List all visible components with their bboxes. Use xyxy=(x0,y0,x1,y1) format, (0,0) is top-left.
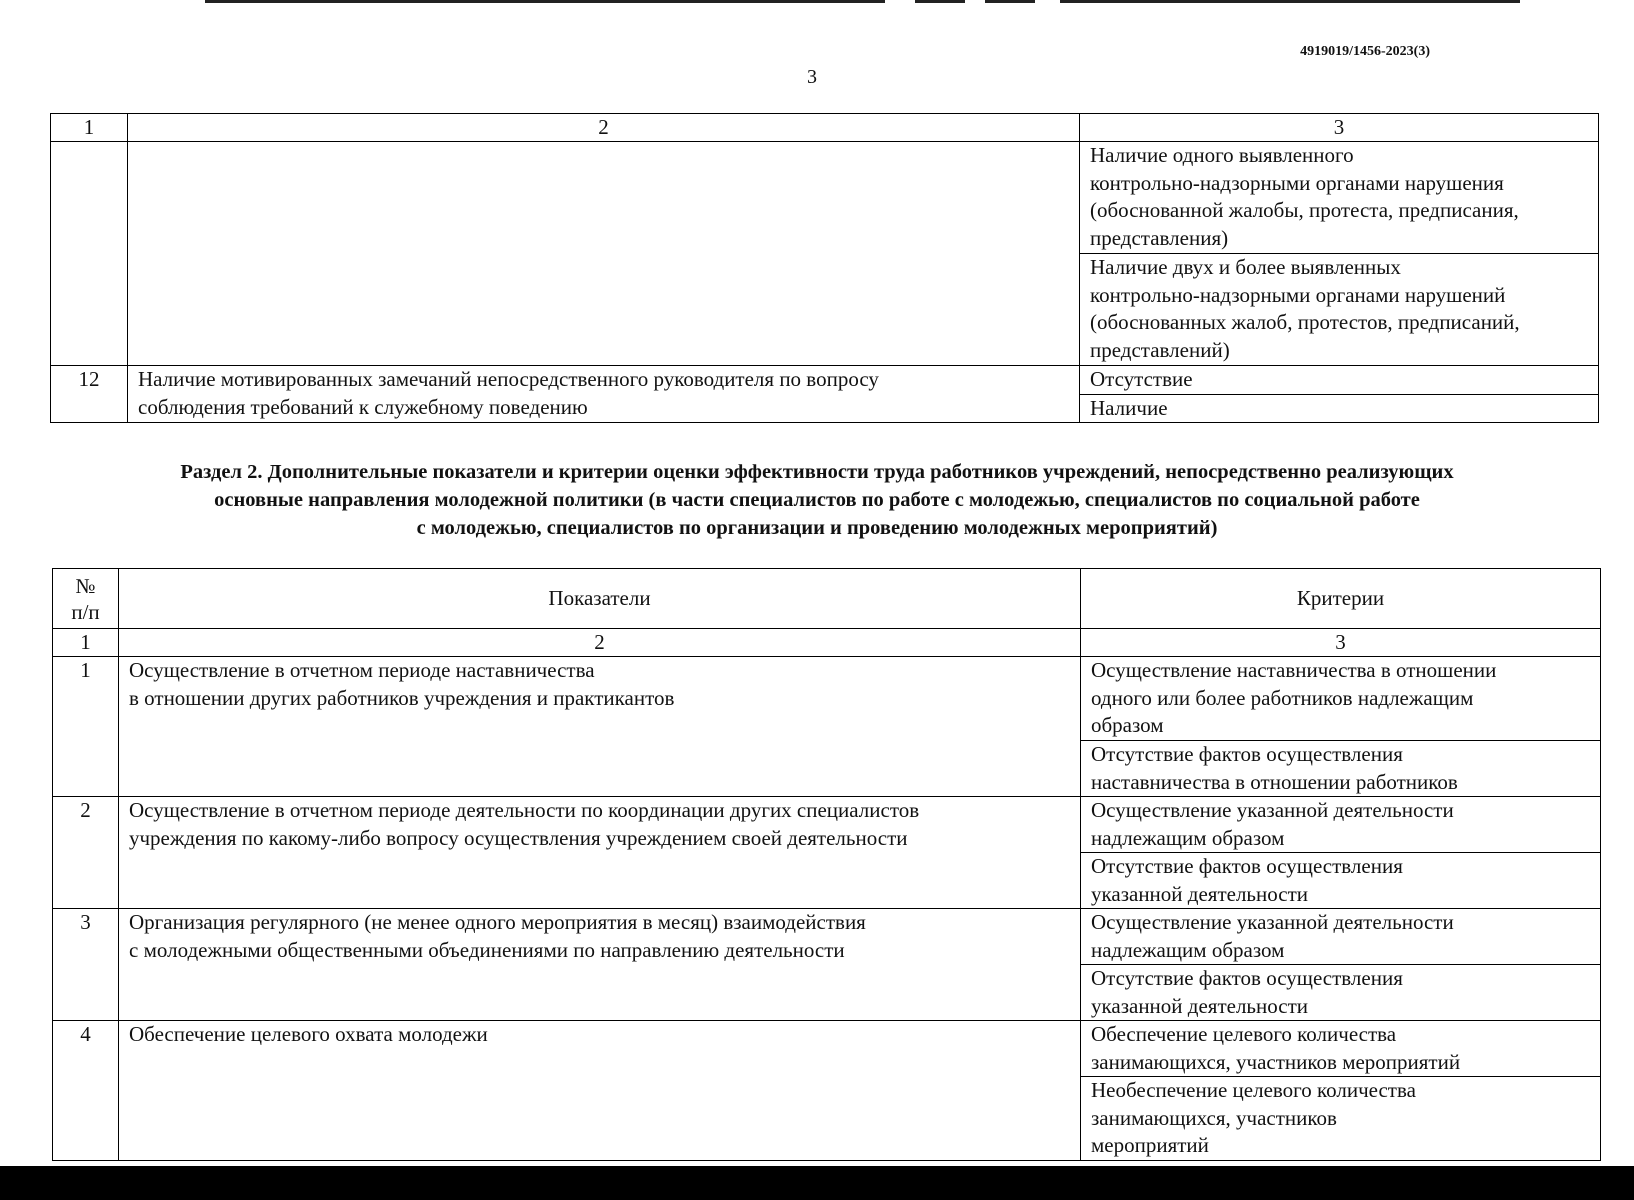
criteria-cell xyxy=(1081,965,1601,1021)
section-heading-line: с молодежью, специалистов по организации и проведению молодежных мероприятий) xyxy=(416,517,1218,539)
column-number: 3 xyxy=(1081,629,1601,657)
criteria-cell xyxy=(1081,909,1601,965)
row-number xyxy=(51,142,128,366)
indicator-cell xyxy=(119,909,1081,1021)
scan-edge xyxy=(915,0,965,3)
scan-edge xyxy=(0,1166,1634,1200)
header-number-text: п/п xyxy=(71,599,100,624)
indicator-text: Организация регулярного (не менее одного мероприятия в месяц) взаимодействия xyxy=(129,910,866,934)
indicator-cell xyxy=(128,366,1080,423)
column-number: 1 xyxy=(53,629,119,657)
criteria-text: одного или более работников надлежащим xyxy=(1091,685,1474,710)
header-indicators: Показатели xyxy=(119,569,1081,629)
criteria-text: Обеспечение целевого количества xyxy=(1091,1022,1397,1046)
indicator-text: в отношении других работников учреждения и практикантов xyxy=(129,685,675,710)
indicator-text: с молодежными общественными объединениями по направлению деятельности xyxy=(129,937,845,962)
criteria-cell xyxy=(1080,254,1599,366)
criteria-cell xyxy=(1080,142,1599,254)
criteria-text: контрольно-надзорными органами нарушений xyxy=(1090,282,1506,307)
criteria-text: мероприятий xyxy=(1091,1133,1209,1157)
criteria-text: Отсутствие xyxy=(1090,367,1193,391)
header-number-text: № xyxy=(75,573,96,598)
criteria-cell xyxy=(1080,394,1599,423)
criteria-text: контрольно-надзорными органами нарушения xyxy=(1090,170,1504,195)
criteria-cell xyxy=(1081,1077,1601,1161)
indicator-cell xyxy=(119,1021,1081,1161)
criteria-cell xyxy=(1081,741,1601,797)
criteria-text: наставничества в отношении работников xyxy=(1091,769,1458,794)
row-number: 1 xyxy=(53,657,119,797)
criteria-text: Осуществление наставничества в отношении xyxy=(1091,658,1497,682)
header-criteria: Критерии xyxy=(1081,569,1601,629)
section-heading-line: Раздел 2. Дополнительные показатели и критерии оценки эффективности труда работников учреждений, непосредственно реализующих xyxy=(180,461,1454,483)
criteria-text: Осуществление указанной деятельности xyxy=(1091,910,1454,934)
criteria-text: Необеспечение целевого количества xyxy=(1091,1078,1416,1102)
indicator-text: Наличие мотивированных замечаний непосредственного руководителя по вопросу xyxy=(138,367,879,391)
section-heading xyxy=(60,458,1574,542)
criteria-text: представления) xyxy=(1090,225,1229,250)
column-number: 1 xyxy=(51,114,128,142)
criteria-text: (обоснованных жалоб, протестов, предписаний, xyxy=(1090,310,1520,334)
section-heading-line: основные направления молодежной политики (в части специалистов по работе с молодежью, специалистов по социальной работе xyxy=(214,489,1420,511)
criteria-text: указанной деятельности xyxy=(1091,881,1309,906)
criteria-text: Осуществление указанной деятельности xyxy=(1091,798,1454,822)
criteria-text: образом xyxy=(1091,713,1164,737)
criteria-text: занимающихся, участников мероприятий xyxy=(1091,1049,1461,1074)
column-number: 3 xyxy=(1080,114,1599,142)
indicator-cell xyxy=(128,142,1080,366)
column-number: 2 xyxy=(119,629,1081,657)
criteria-text: Наличие xyxy=(1090,395,1168,420)
criteria-cell xyxy=(1081,1021,1601,1077)
scan-edge xyxy=(1060,0,1520,3)
criteria-text: Отсутствие фактов осуществления xyxy=(1091,854,1403,878)
column-number: 2 xyxy=(128,114,1080,142)
criteria-table-continuation xyxy=(50,113,1599,423)
criteria-text: Наличие двух и более выявленных xyxy=(1090,255,1401,279)
additional-criteria-table xyxy=(52,568,1601,1161)
row-number: 12 xyxy=(51,366,128,423)
page-number: 3 xyxy=(807,66,817,88)
criteria-cell xyxy=(1081,797,1601,853)
indicator-cell xyxy=(119,657,1081,797)
indicator-text: Обеспечение целевого охвата молодежи xyxy=(129,1022,488,1046)
indicator-text: соблюдения требований к служебному поведению xyxy=(138,394,588,419)
header-number xyxy=(53,569,119,629)
criteria-text: надлежащим образом xyxy=(1091,937,1285,962)
row-number: 3 xyxy=(53,909,119,1021)
document-number: 4919019/1456-2023(3) xyxy=(1300,44,1430,59)
criteria-text: Отсутствие фактов осуществления xyxy=(1091,742,1403,766)
criteria-text: (обоснованной жалобы, протеста, предписания, xyxy=(1090,198,1519,222)
criteria-text: надлежащим образом xyxy=(1091,825,1285,850)
criteria-text: Наличие одного выявленного xyxy=(1090,143,1354,167)
indicator-text: Осуществление в отчетном периоде деятельности по координации других специалистов xyxy=(129,798,920,822)
criteria-cell xyxy=(1080,366,1599,395)
scan-edge xyxy=(985,0,1035,3)
criteria-text: занимающихся, участников xyxy=(1091,1105,1337,1130)
criteria-text: указанной деятельности xyxy=(1091,993,1309,1018)
scan-edge xyxy=(205,0,885,3)
criteria-cell xyxy=(1081,657,1601,741)
row-number: 2 xyxy=(53,797,119,909)
criteria-cell xyxy=(1081,853,1601,909)
criteria-text: представлений) xyxy=(1090,337,1230,362)
row-number: 4 xyxy=(53,1021,119,1161)
criteria-text: Отсутствие фактов осуществления xyxy=(1091,966,1403,990)
indicator-text: Осуществление в отчетном периоде наставничества xyxy=(129,658,595,682)
indicator-text: учреждения по какому-либо вопросу осуществления учреждением своей деятельности xyxy=(129,825,908,850)
indicator-cell xyxy=(119,797,1081,909)
